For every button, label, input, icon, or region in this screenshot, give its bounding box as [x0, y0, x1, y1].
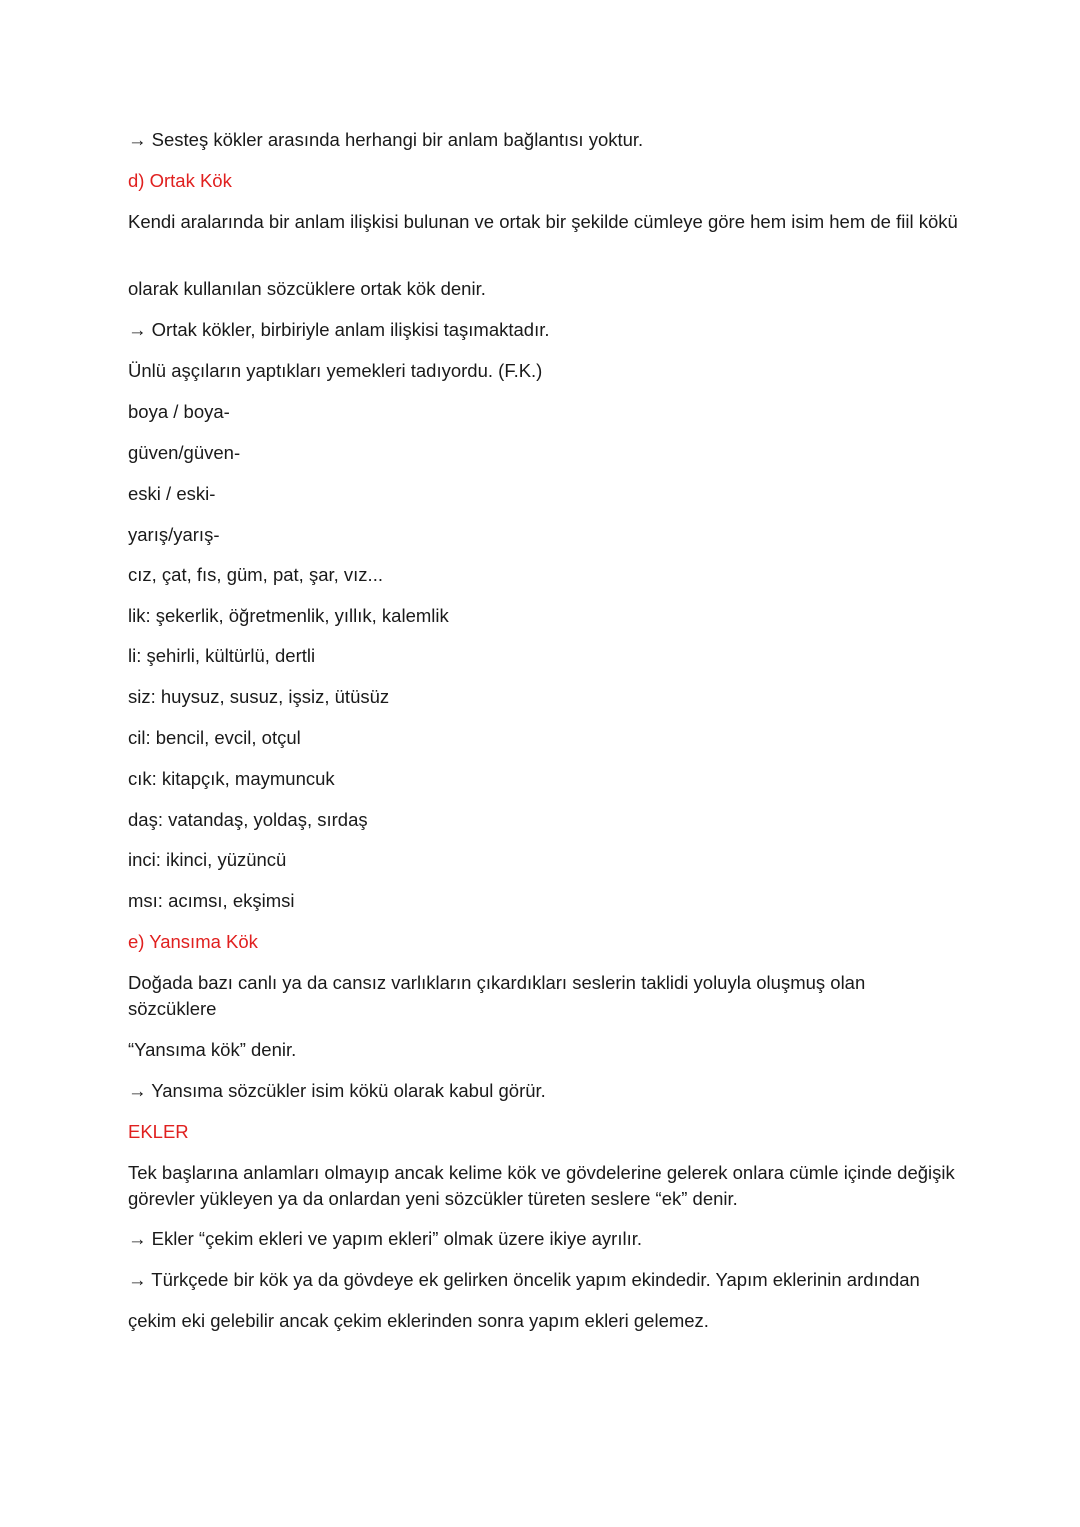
note-ekler-order-continued: çekim eki gelebilir ancak çekim eklerinden sonra yapım ekleri gelemez. — [128, 1310, 709, 1331]
suffix-das: daş: vatandaş, yoldaş, sırdaş — [128, 809, 368, 830]
note-yansima: → Yansıma sözcükler isim kökü olarak kabul görür. — [128, 1080, 546, 1101]
heading-yansima-kok: e) Yansıma Kök — [128, 931, 258, 952]
example-guven: güven/güven- — [128, 442, 241, 463]
heading-ortak-kok: d) Ortak Kök — [128, 170, 232, 191]
suffix-msi: msı: acımsı, ekşimsi — [128, 890, 295, 911]
note-ekler-types: → Ekler “çekim ekleri ve yapım ekleri” olmak üzere ikiye ayrılır. — [128, 1228, 643, 1249]
suffix-lik: lik: şekerlik, öğretmenlik, yıllık, kalemlik — [128, 605, 449, 626]
example-sentence: Ünlü aşçıların yaptıkları yemekleri tadıyordu. (F.K.) — [128, 360, 543, 381]
suffix-siz: siz: huysuz, susuz, işsiz, ütüsüz — [128, 686, 390, 707]
paragraph-ekler-definition: Tek başlarına anlamları olmayıp ancak kelime kök ve gövdelerine gelerek onlara cümle içinde değişik görevler yükleyen ya da onlardan yeni sözcükler türeten seslere “ek” denir. — [128, 1162, 955, 1209]
paragraph-ortak-kok-continued: olarak kullanılan sözcüklere ortak kök denir. — [128, 278, 486, 299]
suffix-li: li: şehirli, kültürlü, dertli — [128, 645, 316, 666]
example-onomatopoeia: cız, çat, fıs, güm, pat, şar, vız... — [128, 564, 383, 585]
note-homonym-roots: → Sesteş kökler arasında herhangi bir anlam bağlantısı yoktur. — [128, 129, 644, 150]
note-common-roots: → Ortak kökler, birbiriyle anlam ilişkisi taşımaktadır. — [128, 319, 550, 340]
paragraph-ortak-kok-definition: Kendi aralarında bir anlam ilişkisi bulunan ve ortak bir şekilde cümleye göre hem isim hem de fiil kökü — [128, 211, 958, 232]
note-ekler-order: → Türkçede bir kök ya da gövdeye ek gelirken öncelik yapım ekindedir. Yapım eklerinin ardından — [128, 1269, 920, 1290]
suffix-inci: inci: ikinci, yüzüncü — [128, 849, 287, 870]
example-eski: eski / eski- — [128, 483, 216, 504]
heading-ekler: EKLER — [128, 1121, 189, 1142]
suffix-cik: cık: kitapçık, maymuncuk — [128, 768, 335, 789]
suffix-cil: cil: bencil, evcil, otçul — [128, 727, 301, 748]
paragraph-yansima-continued: “Yansıma kök” denir. — [128, 1039, 297, 1060]
example-boya: boya / boya- — [128, 401, 230, 422]
example-yaris: yarış/yarış- — [128, 524, 220, 545]
paragraph-yansima-definition: Doğada bazı canlı ya da cansız varlıkların çıkardıkları seslerin taklidi yoluyla oluşmuş olan sözcüklere — [128, 972, 866, 1019]
